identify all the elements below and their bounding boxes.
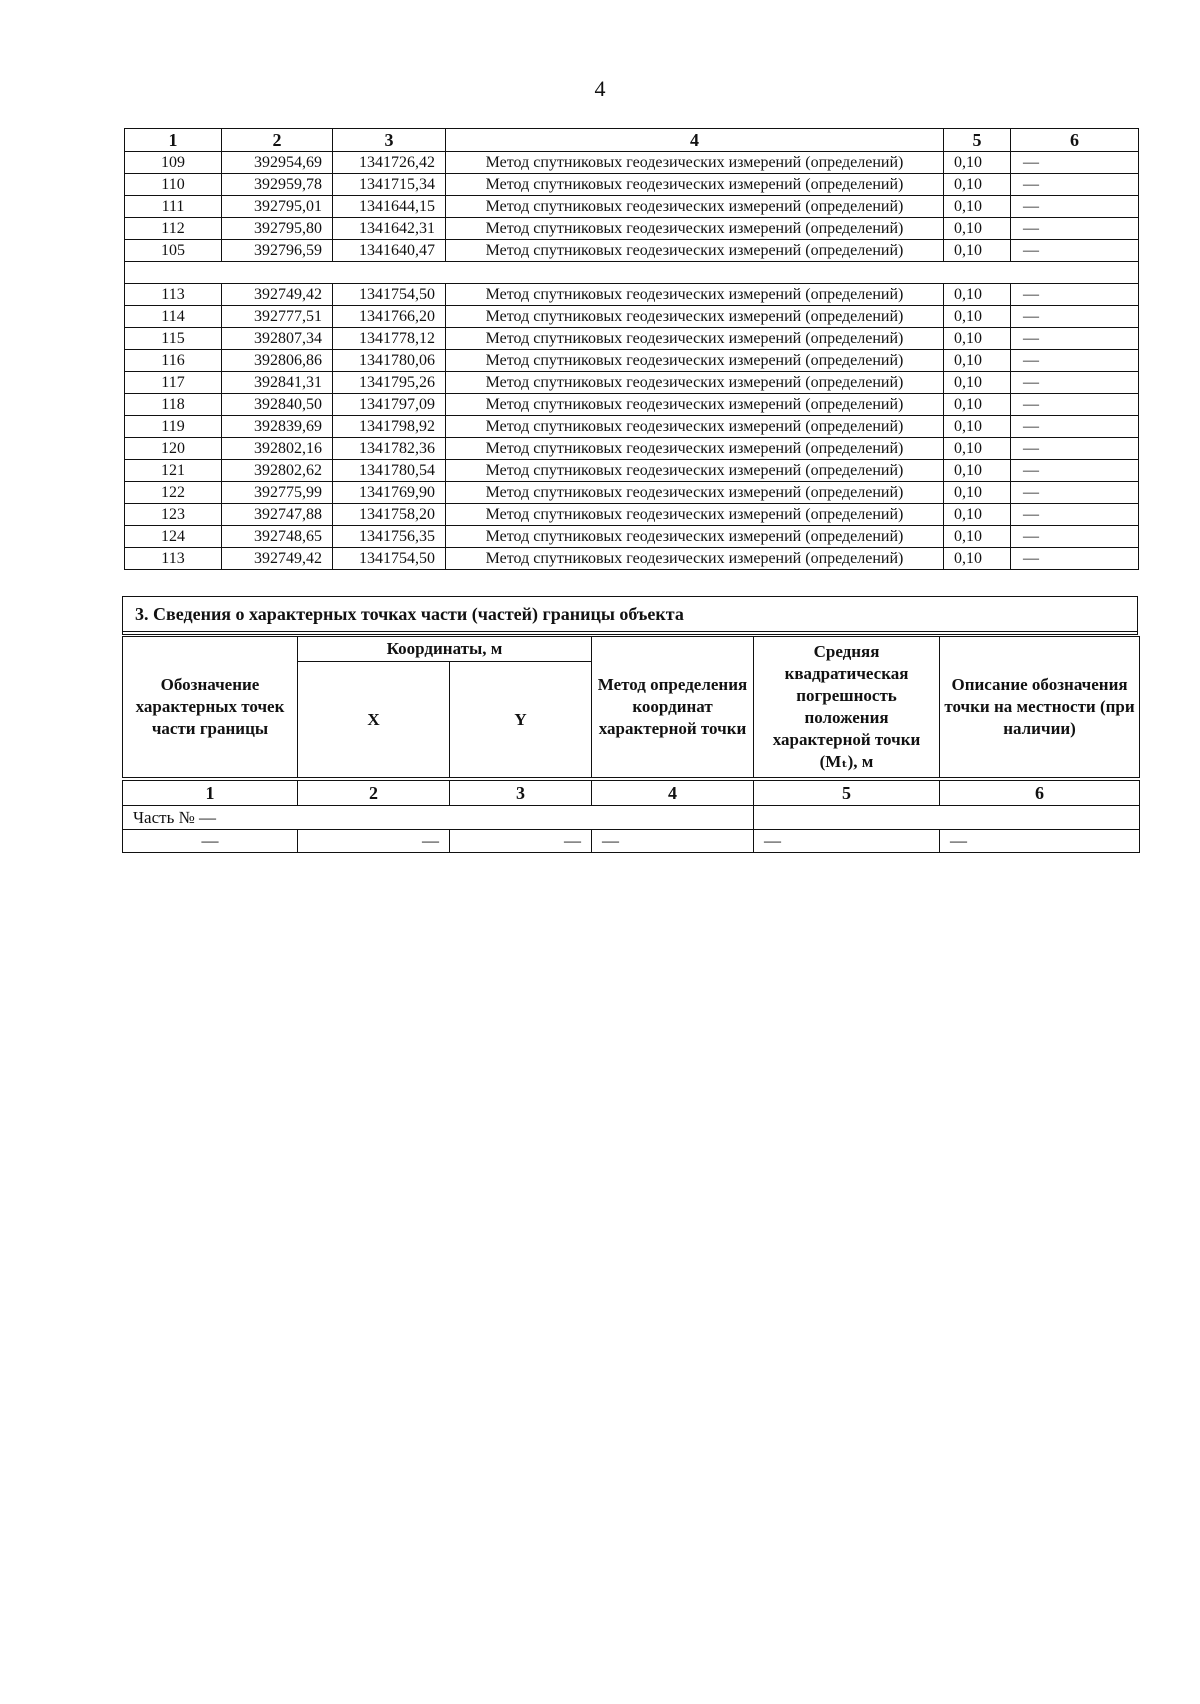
table-row bbox=[125, 218, 1139, 240]
table-cell: 119 bbox=[125, 416, 222, 438]
table-cell: Метод спутниковых геодезических измерений (определений) bbox=[446, 438, 944, 460]
table-cell: 1341769,90 bbox=[333, 482, 446, 504]
table-cell: 1341726,42 bbox=[333, 152, 446, 174]
table-row bbox=[125, 526, 1139, 548]
header-cell: 2 bbox=[222, 129, 333, 152]
table-row bbox=[125, 152, 1139, 174]
table-cell: 116 bbox=[125, 350, 222, 372]
table-row bbox=[125, 438, 1139, 460]
table-cell: 113 bbox=[125, 284, 222, 306]
table-cell: 392954,69 bbox=[222, 152, 333, 174]
table-cell: Метод спутниковых геодезических измерений (определений) bbox=[446, 526, 944, 548]
col-designation: Обозначение характерных точек части границы bbox=[123, 637, 298, 780]
table-cell: 114 bbox=[125, 306, 222, 328]
dash-cell: — bbox=[450, 830, 592, 853]
dash-cell: — bbox=[940, 830, 1140, 853]
table-cell: 0,10 bbox=[944, 350, 1011, 372]
table-cell: 0,10 bbox=[944, 328, 1011, 350]
header-cell: 1 bbox=[125, 129, 222, 152]
table-row bbox=[125, 416, 1139, 438]
dash-cell: — bbox=[754, 830, 940, 853]
table-header-row bbox=[125, 129, 1139, 152]
table-cell: 112 bbox=[125, 218, 222, 240]
table-row bbox=[125, 240, 1139, 262]
group-separator-row bbox=[125, 262, 1139, 284]
table-cell: 110 bbox=[125, 174, 222, 196]
table-cell: Метод спутниковых геодезических измерений (определений) bbox=[446, 504, 944, 526]
coordinates-table bbox=[124, 128, 1139, 570]
header-cell: 4 bbox=[446, 129, 944, 152]
table-cell: 392777,51 bbox=[222, 306, 333, 328]
number-cell: 2 bbox=[298, 779, 450, 806]
table-cell: 392747,88 bbox=[222, 504, 333, 526]
table-cell: Метод спутниковых геодезических измерений (определений) bbox=[446, 240, 944, 262]
table-row bbox=[125, 482, 1139, 504]
table-cell: — bbox=[1011, 306, 1139, 328]
page-number: 4 bbox=[594, 76, 606, 101]
table-cell: 392749,42 bbox=[222, 284, 333, 306]
table-cell: Метод спутниковых геодезических измерений (определений) bbox=[446, 152, 944, 174]
table-cell: 0,10 bbox=[944, 416, 1011, 438]
table-cell: 115 bbox=[125, 328, 222, 350]
header-cell: 5 bbox=[944, 129, 1011, 152]
table-cell: 122 bbox=[125, 482, 222, 504]
table-cell: 105 bbox=[125, 240, 222, 262]
table-cell: 1341715,34 bbox=[333, 174, 446, 196]
table-cell: 392840,50 bbox=[222, 394, 333, 416]
table-cell: 392795,80 bbox=[222, 218, 333, 240]
table-cell: — bbox=[1011, 174, 1139, 196]
table-cell: 392806,86 bbox=[222, 350, 333, 372]
part-points-table bbox=[122, 636, 1140, 853]
table-cell: 0,10 bbox=[944, 482, 1011, 504]
table-row bbox=[125, 548, 1139, 570]
table-cell: 1341778,12 bbox=[333, 328, 446, 350]
table-cell: — bbox=[1011, 372, 1139, 394]
table-cell: Метод спутниковых геодезических измерений (определений) bbox=[446, 372, 944, 394]
table-cell: 0,10 bbox=[944, 438, 1011, 460]
number-cell: 3 bbox=[450, 779, 592, 806]
table-row bbox=[125, 196, 1139, 218]
col-description: Описание обозначения точки на местности (при наличии) bbox=[940, 637, 1140, 780]
table-cell: 1341766,20 bbox=[333, 306, 446, 328]
part-label-empty-cell bbox=[754, 806, 1140, 830]
table-row bbox=[125, 460, 1139, 482]
table-cell: — bbox=[1011, 460, 1139, 482]
part-label: Часть № — bbox=[123, 806, 754, 830]
table-row bbox=[125, 350, 1139, 372]
table-cell: — bbox=[1011, 218, 1139, 240]
table-cell: 392775,99 bbox=[222, 482, 333, 504]
part-dash-row bbox=[123, 830, 1140, 853]
table-cell: — bbox=[1011, 504, 1139, 526]
table-cell: 0,10 bbox=[944, 306, 1011, 328]
table-cell: 0,10 bbox=[944, 504, 1011, 526]
table-cell: 124 bbox=[125, 526, 222, 548]
table-cell: — bbox=[1011, 526, 1139, 548]
table-cell: 111 bbox=[125, 196, 222, 218]
col-x: X bbox=[298, 662, 450, 780]
col-method: Метод определения координат характерной точки bbox=[592, 637, 754, 780]
table-cell: 123 bbox=[125, 504, 222, 526]
table-cell: 392802,62 bbox=[222, 460, 333, 482]
table-cell: 109 bbox=[125, 152, 222, 174]
table-cell: 121 bbox=[125, 460, 222, 482]
table-cell: — bbox=[1011, 284, 1139, 306]
table-cell: 1341754,50 bbox=[333, 548, 446, 570]
part-label-row bbox=[123, 806, 1140, 830]
table-cell: Метод спутниковых геодезических измерений (определений) bbox=[446, 350, 944, 372]
table-cell: 1341754,50 bbox=[333, 284, 446, 306]
table-cell: — bbox=[1011, 438, 1139, 460]
table-cell: 0,10 bbox=[944, 240, 1011, 262]
number-cell: 5 bbox=[754, 779, 940, 806]
table-cell: 0,10 bbox=[944, 284, 1011, 306]
table-cell: 1341644,15 bbox=[333, 196, 446, 218]
dash-cell: — bbox=[592, 830, 754, 853]
coordinates-table-body bbox=[125, 152, 1139, 570]
table-cell: — bbox=[1011, 328, 1139, 350]
table-cell: 0,10 bbox=[944, 460, 1011, 482]
table-row bbox=[125, 306, 1139, 328]
table-cell: 1341758,20 bbox=[333, 504, 446, 526]
table-cell: — bbox=[1011, 350, 1139, 372]
table-cell: — bbox=[1011, 548, 1139, 570]
table-row bbox=[125, 372, 1139, 394]
table-cell: — bbox=[1011, 394, 1139, 416]
section-3-box bbox=[122, 596, 1138, 635]
table-cell: 1341782,36 bbox=[333, 438, 446, 460]
table-cell: 1341795,26 bbox=[333, 372, 446, 394]
number-cell: 6 bbox=[940, 779, 1140, 806]
col-error: Средняя квадратическая погрешность положения характерной точки (Mₜ), м bbox=[754, 637, 940, 780]
section-3-title: 3. Сведения о характерных точках части (частей) границы объекта bbox=[123, 597, 1137, 635]
table-cell: 392839,69 bbox=[222, 416, 333, 438]
table-cell: — bbox=[1011, 240, 1139, 262]
table-cell: Метод спутниковых геодезических измерений (определений) bbox=[446, 460, 944, 482]
table-cell: 392796,59 bbox=[222, 240, 333, 262]
table-cell: 392795,01 bbox=[222, 196, 333, 218]
part-table-header-row bbox=[123, 637, 1140, 662]
table-row bbox=[125, 328, 1139, 350]
table-cell: Метод спутниковых геодезических измерений (определений) bbox=[446, 482, 944, 504]
table-cell: 0,10 bbox=[944, 218, 1011, 240]
table-cell: 392841,31 bbox=[222, 372, 333, 394]
table-row bbox=[125, 394, 1139, 416]
table-cell: 1341756,35 bbox=[333, 526, 446, 548]
part-table-number-row bbox=[123, 779, 1140, 806]
table-cell: 1341780,54 bbox=[333, 460, 446, 482]
table-cell: — bbox=[1011, 416, 1139, 438]
table-cell: Метод спутниковых геодезических измерений (определений) bbox=[446, 218, 944, 240]
group-separator-cell bbox=[125, 262, 1139, 284]
table-cell: 0,10 bbox=[944, 394, 1011, 416]
table-cell: 0,10 bbox=[944, 152, 1011, 174]
table-cell: — bbox=[1011, 482, 1139, 504]
table-cell: 392959,78 bbox=[222, 174, 333, 196]
number-cell: 4 bbox=[592, 779, 754, 806]
table-cell: Метод спутниковых геодезических измерений (определений) bbox=[446, 284, 944, 306]
number-cell: 1 bbox=[123, 779, 298, 806]
table-cell: 392749,42 bbox=[222, 548, 333, 570]
table-cell: 1341640,47 bbox=[333, 240, 446, 262]
table-cell: — bbox=[1011, 152, 1139, 174]
table-cell: Метод спутниковых геодезических измерений (определений) bbox=[446, 196, 944, 218]
dash-cell: — bbox=[123, 830, 298, 853]
table-cell: 0,10 bbox=[944, 526, 1011, 548]
table-cell: 1341780,06 bbox=[333, 350, 446, 372]
table-cell: 1341642,31 bbox=[333, 218, 446, 240]
table-cell: 1341797,09 bbox=[333, 394, 446, 416]
table-row bbox=[125, 174, 1139, 196]
header-cell: 6 bbox=[1011, 129, 1139, 152]
table-cell: — bbox=[1011, 196, 1139, 218]
table-row bbox=[125, 504, 1139, 526]
table-cell: 117 bbox=[125, 372, 222, 394]
table-cell: 120 bbox=[125, 438, 222, 460]
table-cell: 0,10 bbox=[944, 174, 1011, 196]
table-cell: 113 bbox=[125, 548, 222, 570]
table-cell: 0,10 bbox=[944, 372, 1011, 394]
table-cell: 392802,16 bbox=[222, 438, 333, 460]
table-cell: 1341798,92 bbox=[333, 416, 446, 438]
header-cell: 3 bbox=[333, 129, 446, 152]
table-cell: Метод спутниковых геодезических измерений (определений) bbox=[446, 174, 944, 196]
table-cell: 392807,34 bbox=[222, 328, 333, 350]
table-cell: Метод спутниковых геодезических измерений (определений) bbox=[446, 328, 944, 350]
table-cell: 0,10 bbox=[944, 548, 1011, 570]
col-y: Y bbox=[450, 662, 592, 780]
col-coordinates: Координаты, м bbox=[298, 637, 592, 662]
table-cell: 118 bbox=[125, 394, 222, 416]
table-cell: Метод спутниковых геодезических измерений (определений) bbox=[446, 306, 944, 328]
table-cell: Метод спутниковых геодезических измерений (определений) bbox=[446, 394, 944, 416]
table-row bbox=[125, 284, 1139, 306]
table-cell: 0,10 bbox=[944, 196, 1011, 218]
dash-cell: — bbox=[298, 830, 450, 853]
table-cell: Метод спутниковых геодезических измерений (определений) bbox=[446, 416, 944, 438]
table-cell: 392748,65 bbox=[222, 526, 333, 548]
table-cell: Метод спутниковых геодезических измерений (определений) bbox=[446, 548, 944, 570]
